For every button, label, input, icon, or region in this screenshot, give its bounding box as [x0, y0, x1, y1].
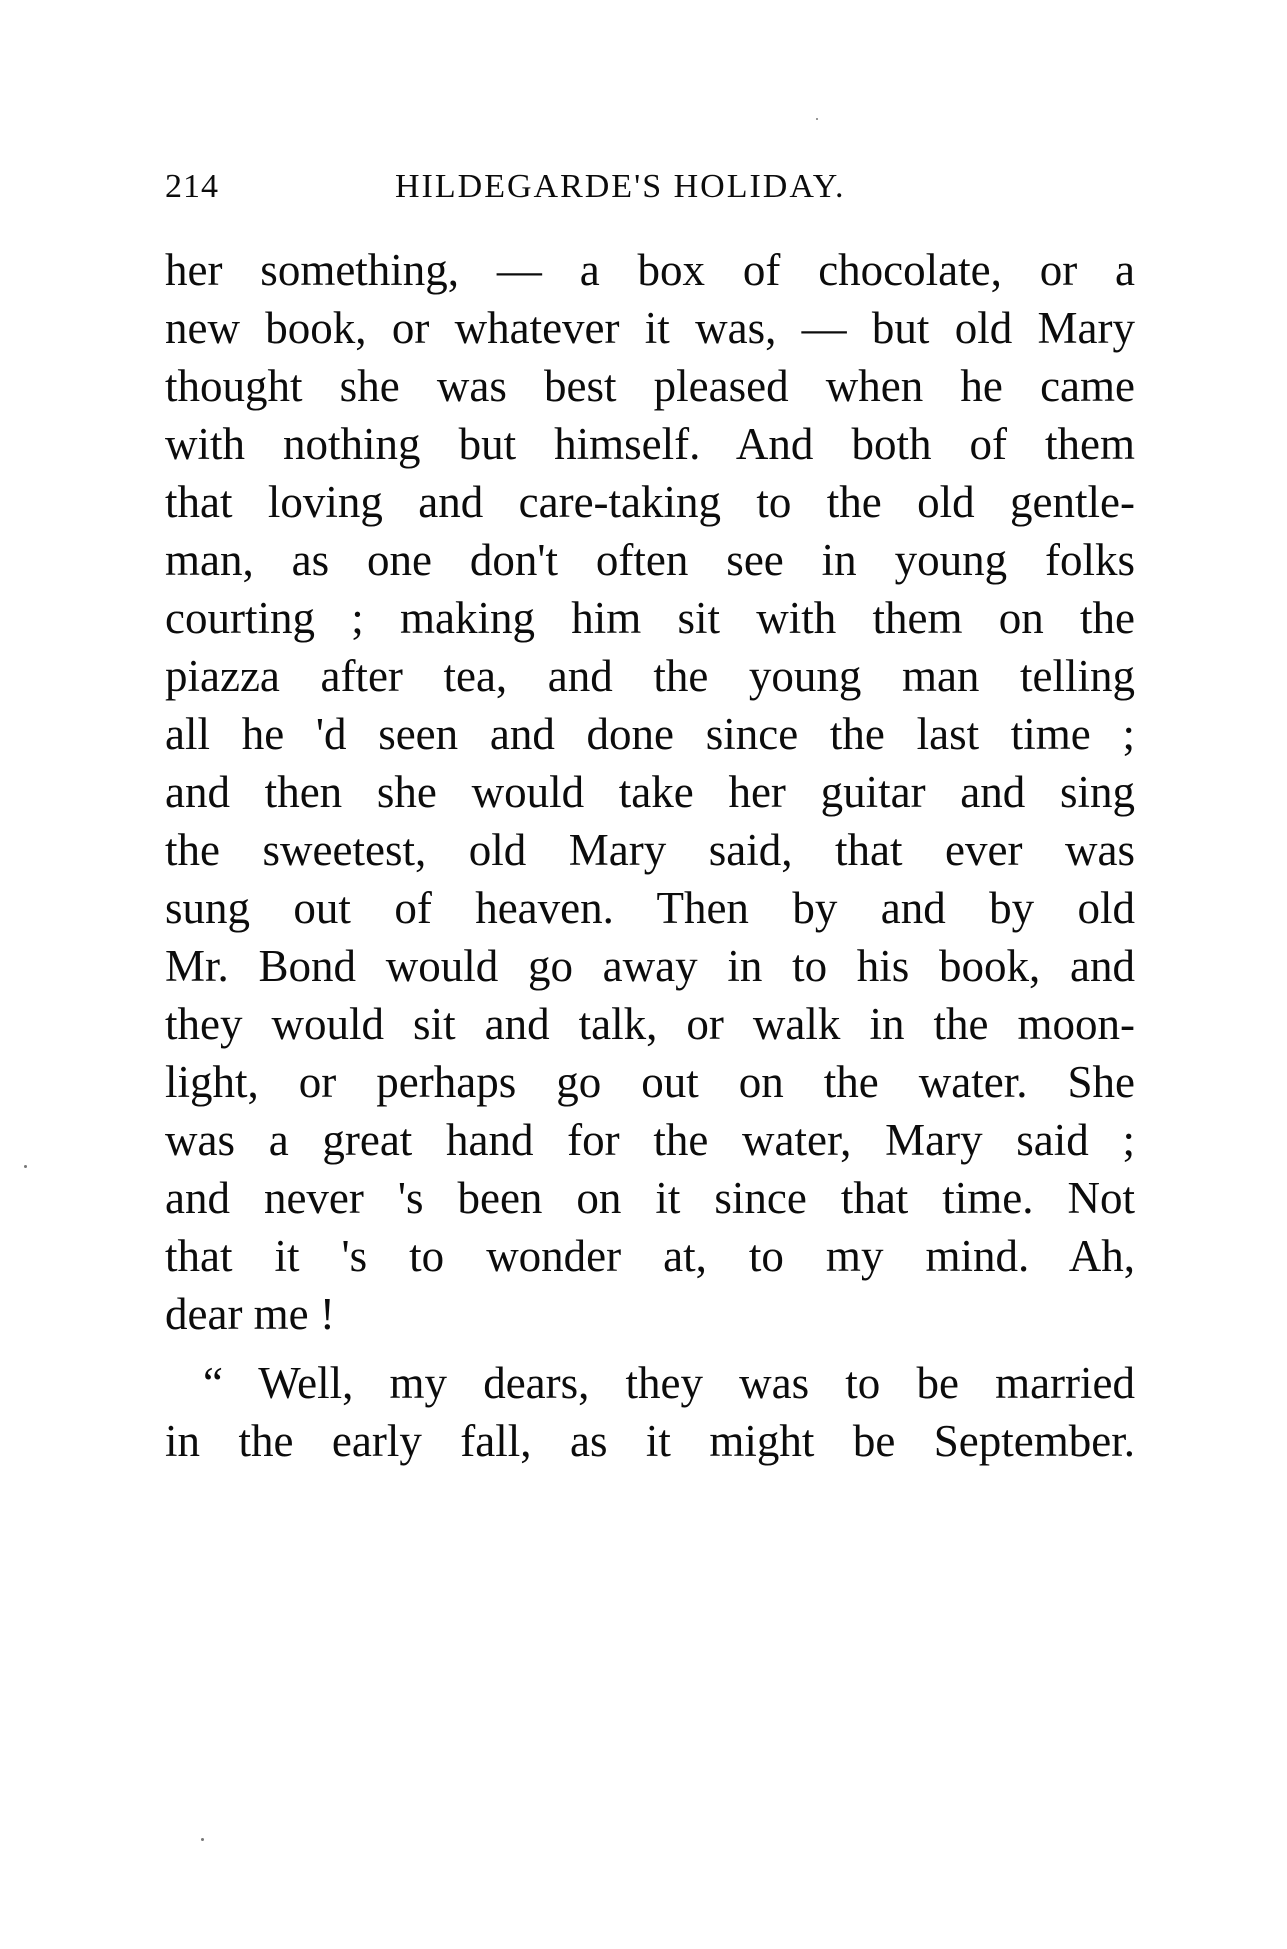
text-line: dear me ! [165, 1289, 335, 1339]
text-line: the sweetest, old Mary said, that ever was [165, 825, 1135, 875]
text-line: thought she was best pleased when he came [165, 361, 1135, 411]
scan-speck [816, 118, 818, 120]
text-line: light, or perhaps go out on the water. She [165, 1057, 1135, 1107]
text-line: her something, — a box of chocolate, or a [165, 245, 1135, 295]
text-line: with nothing but himself. And both of them [165, 419, 1135, 469]
text-line: “ Well, my dears, they was to be married [203, 1358, 1135, 1408]
running-head [165, 162, 905, 212]
text-line: and never 's been on it since that time. Not [165, 1173, 1135, 1223]
text-line: courting ; making him sit with them on the [165, 593, 1135, 643]
text-line: man, as one don't often see in young folks [165, 535, 1135, 585]
text-line: in the early fall, as it might be September. [165, 1416, 1135, 1466]
text-line: Mr. Bond would go away in to his book, and [165, 941, 1135, 991]
text-line: and then she would take her guitar and sing [165, 767, 1135, 817]
text-line: piazza after tea, and the young man telling [165, 651, 1135, 701]
text-line: that loving and care-taking to the old gentle- [165, 477, 1135, 527]
text-line: sung out of heaven. Then by and by old [165, 883, 1135, 933]
text-line: all he 'd seen and done since the last time ; [165, 709, 1135, 759]
scan-speck [201, 1838, 204, 1841]
scan-speck [24, 1165, 27, 1168]
text-line: that it 's to wonder at, to my mind. Ah, [165, 1231, 1135, 1281]
text-line: they would sit and talk, or walk in the moon- [165, 999, 1135, 1049]
text-line: new book, or whatever it was, — but old Mary [165, 303, 1135, 353]
text-line: was a great hand for the water, Mary said ; [165, 1115, 1135, 1165]
page-number: 214 [165, 168, 219, 205]
running-title: HILDEGARDE'S HOLIDAY. [395, 168, 846, 205]
